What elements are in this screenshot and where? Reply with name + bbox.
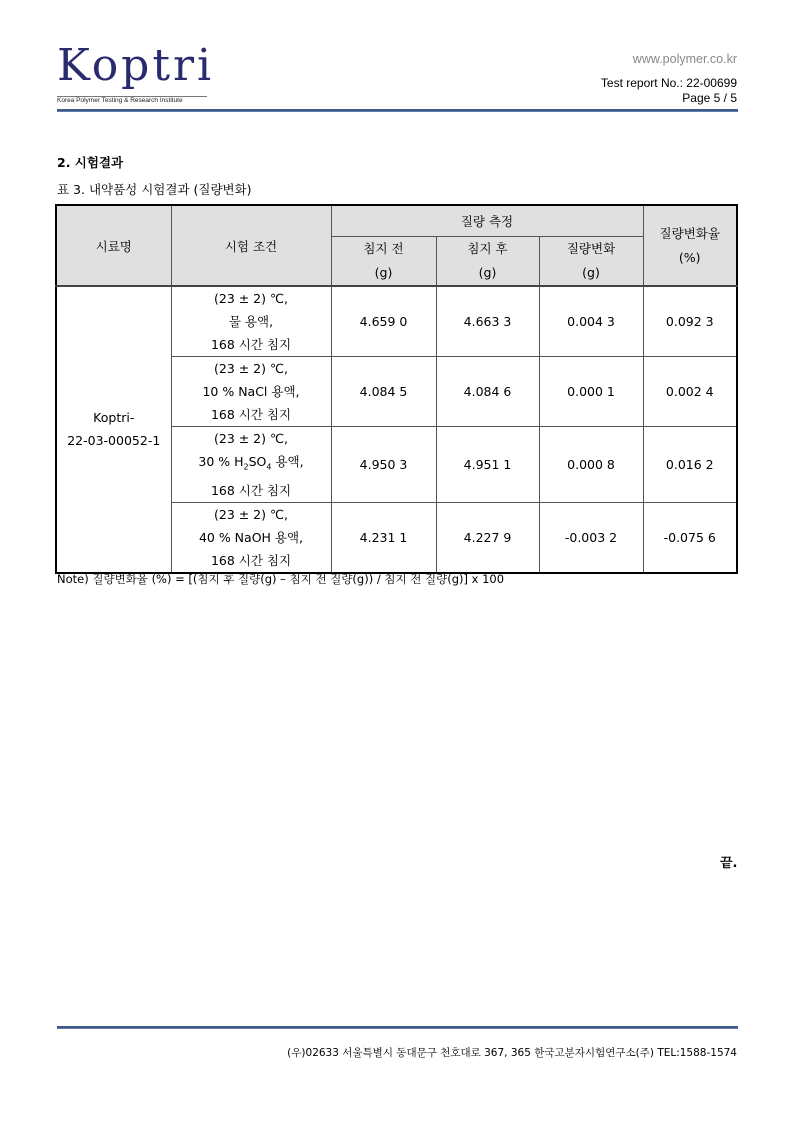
- header-after-label: 침지 후: [467, 240, 508, 256]
- condition-solution: 물 용액,: [228, 314, 274, 329]
- sample-name-line1: Koptri-: [93, 410, 135, 426]
- condition-duration: 168 시간 침지: [210, 482, 292, 498]
- header-condition: 시험 조건: [171, 205, 331, 286]
- value-before: 4.231 1: [331, 502, 436, 573]
- condition-cell: [171, 357, 331, 427]
- page-number: Page 5 / 5: [682, 91, 737, 105]
- report-number: Test report No.: 22-00699: [600, 76, 737, 90]
- header-rate-unit: (%): [678, 249, 701, 265]
- header-before-unit: (g): [374, 264, 393, 280]
- value-rate: -0.075 6: [643, 502, 737, 573]
- condition-cell: [171, 502, 331, 573]
- results-table: [55, 204, 738, 574]
- header-change-label: 질량변화: [566, 240, 616, 256]
- condition-temp: (23 ± 2) ℃,: [213, 431, 289, 446]
- formula-part: 30 % H: [198, 454, 244, 469]
- value-before: 4.659 0: [331, 286, 436, 357]
- condition-solution: [172, 450, 331, 479]
- header-change-unit: (g): [582, 264, 600, 280]
- value-after: 4.227 9: [436, 502, 539, 573]
- value-change: 0.004 3: [539, 286, 643, 357]
- condition-solution: 40 % NaOH 용액,: [198, 529, 304, 545]
- header-sample: 시료명: [56, 205, 171, 286]
- condition-solution: 10 % NaCl 용액,: [202, 384, 300, 399]
- footer-rule: [57, 1026, 738, 1029]
- condition-duration: 168 시간 침지: [210, 337, 292, 352]
- table-row: [56, 286, 737, 357]
- header-rule: [57, 109, 738, 112]
- condition-cell: [171, 427, 331, 503]
- formula-note: Note) 질량변화율 (%) = [(침지 후 질량(g) – 침지 전 질량(g)) / 침지 전 질량(g)] x 100: [57, 572, 505, 586]
- value-rate: 0.016 2: [643, 427, 737, 503]
- header-rate: [643, 205, 737, 286]
- value-after: 4.084 6: [436, 357, 539, 427]
- value-before: 4.950 3: [331, 427, 436, 503]
- value-before: 4.084 5: [331, 357, 436, 427]
- condition-duration: 168 시간 침지: [210, 407, 292, 422]
- header-before: [331, 236, 436, 286]
- header-after-unit: (g): [478, 264, 497, 280]
- header-rate-label: 질량변화율: [659, 225, 720, 241]
- header-change: [539, 236, 643, 286]
- value-after: 4.663 3: [436, 286, 539, 357]
- header-after: [436, 236, 539, 286]
- value-after: 4.951 1: [436, 427, 539, 503]
- value-rate: 0.092 3: [643, 286, 737, 357]
- condition-temp: (23 ± 2) ℃,: [213, 361, 289, 376]
- header-before-label: 침지 전: [363, 240, 404, 256]
- condition-cell: [171, 286, 331, 357]
- sample-name-line2: 22-03-00052-1: [67, 433, 161, 449]
- sample-name: [56, 286, 171, 573]
- logo-subtitle: Korea Polymer Testing & Research Institute: [57, 97, 183, 104]
- company-logo: Koptri: [57, 40, 215, 91]
- condition-temp: (23 ± 2) ℃,: [213, 291, 289, 306]
- table-caption: 표 3. 내약품성 시험결과 (질량변화): [57, 182, 252, 197]
- value-change: -0.003 2: [539, 502, 643, 573]
- formula-subscript: 2: [243, 462, 249, 472]
- formula-part: SO: [248, 454, 267, 469]
- section-title: 2. 시험결과: [57, 155, 124, 170]
- formula-part: 용액,: [271, 454, 304, 469]
- formula-subscript: 4: [266, 462, 272, 472]
- value-rate: 0.002 4: [643, 357, 737, 427]
- value-change: 0.000 8: [539, 427, 643, 503]
- end-mark: 끝.: [720, 856, 738, 871]
- footer-address: (우)02633 서울특별시 동대문구 천호대로 367, 365 한국고분자시험연구소(주) TEL:1588-1574: [287, 1047, 737, 1059]
- condition-temp: (23 ± 2) ℃,: [213, 506, 289, 522]
- website-link[interactable]: www.polymer.co.kr: [632, 52, 737, 66]
- header-mass-group: 질량 측정: [331, 205, 643, 236]
- condition-duration: 168 시간 침지: [210, 552, 292, 568]
- value-change: 0.000 1: [539, 357, 643, 427]
